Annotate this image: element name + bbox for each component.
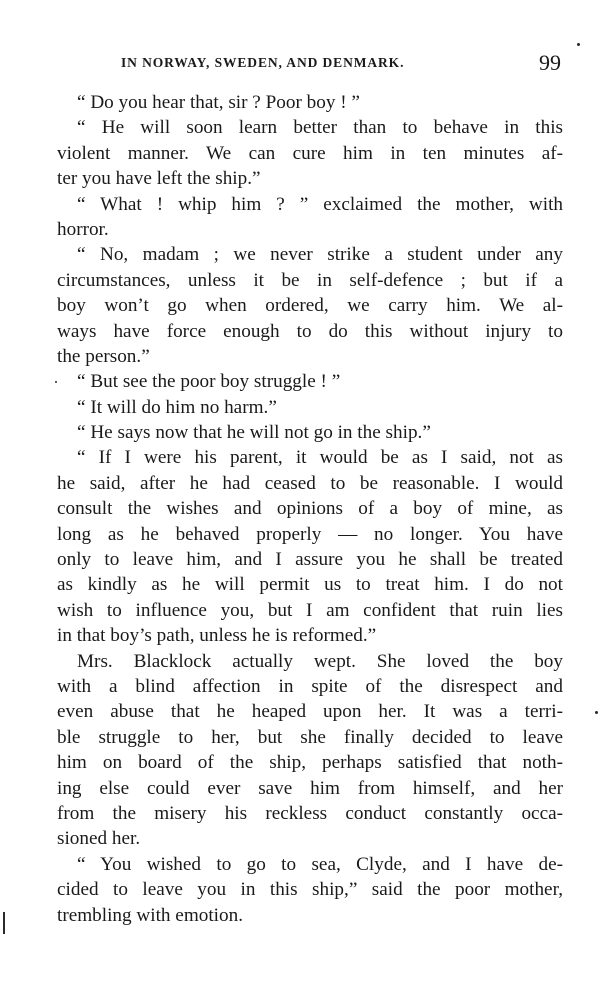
text-line: circumstances, unless it be in self-defence ; but if a	[57, 269, 563, 291]
text-line: “ Do you hear that, sir ? Poor boy ! ”	[77, 92, 360, 113]
text-line: wish to influence you, but I am confident that ruin lies	[57, 599, 563, 621]
text-line: “ If I were his parent, it would be as I said, not as	[77, 447, 563, 469]
body-text	[57, 90, 563, 928]
text-line: in that boy’s path, unless he is reformed.”	[57, 625, 377, 647]
page-number: 99	[539, 50, 561, 75]
text-line: “ He will soon learn better than to behave in this	[77, 117, 563, 139]
text-line: consult the wishes and opinions of a boy of mine, as	[57, 498, 563, 520]
text-line: he said, after he had ceased to be reasonable. I would	[57, 472, 563, 494]
text-line: “ What ! whip him ? ” exclaimed the mother, with	[77, 193, 563, 215]
ink-speck	[55, 381, 57, 383]
text-line: as kindly as he will permit us to treat him. I do not	[57, 574, 563, 596]
text-line: “ But see the poor boy struggle ! ”	[77, 371, 341, 393]
running-title: IN NORWAY, SWEDEN, AND DENMARK.	[121, 55, 405, 70]
text-line: trembling with emotion.	[57, 904, 243, 926]
ink-speck	[595, 711, 598, 714]
text-line: horror.	[57, 218, 109, 240]
text-line: boy won’t go when ordered, we carry him. We al-	[57, 295, 563, 317]
text-line: ter you have left the ship.”	[57, 168, 261, 190]
text-line: long as he behaved properly — no longer. You have	[57, 523, 563, 545]
text-line: violent manner. We can cure him in ten minutes af-	[57, 142, 563, 164]
text-line: even abuse that he heaped upon her. It was a terri-	[57, 701, 563, 723]
text-line: ways have force enough to do this without injury to	[57, 320, 563, 342]
text-line: “ He says now that he will not go in the ship.”	[77, 422, 431, 444]
text-line: ble struggle to her, but she finally decided to leave	[57, 726, 563, 748]
text-line: cided to leave you in this ship,” said the poor mother,	[57, 879, 563, 901]
running-head	[121, 52, 561, 76]
text-line: with a blind affection in spite of the disrespect and	[57, 675, 563, 697]
text-line: sioned her.	[57, 828, 141, 850]
text-line: “ No, madam ; we never strike a student under any	[77, 244, 563, 266]
margin-mark	[3, 912, 5, 934]
ink-speck	[577, 43, 580, 46]
text-line: “ It will do him no harm.”	[77, 396, 277, 418]
text-line: from the misery his reckless conduct constantly occa-	[57, 802, 563, 824]
text-line: the person.”	[57, 345, 150, 367]
text-line: him on board of the ship, perhaps satisfied that noth-	[57, 752, 563, 774]
text-line: Mrs. Blacklock actually wept. She loved the boy	[77, 650, 563, 672]
text-line: only to leave him, and I assure you he shall be treated	[57, 549, 563, 571]
text-line: “ You wished to go to sea, Clyde, and I have de-	[77, 853, 563, 875]
text-line: ing else could ever save him from himself, and her	[57, 777, 563, 799]
